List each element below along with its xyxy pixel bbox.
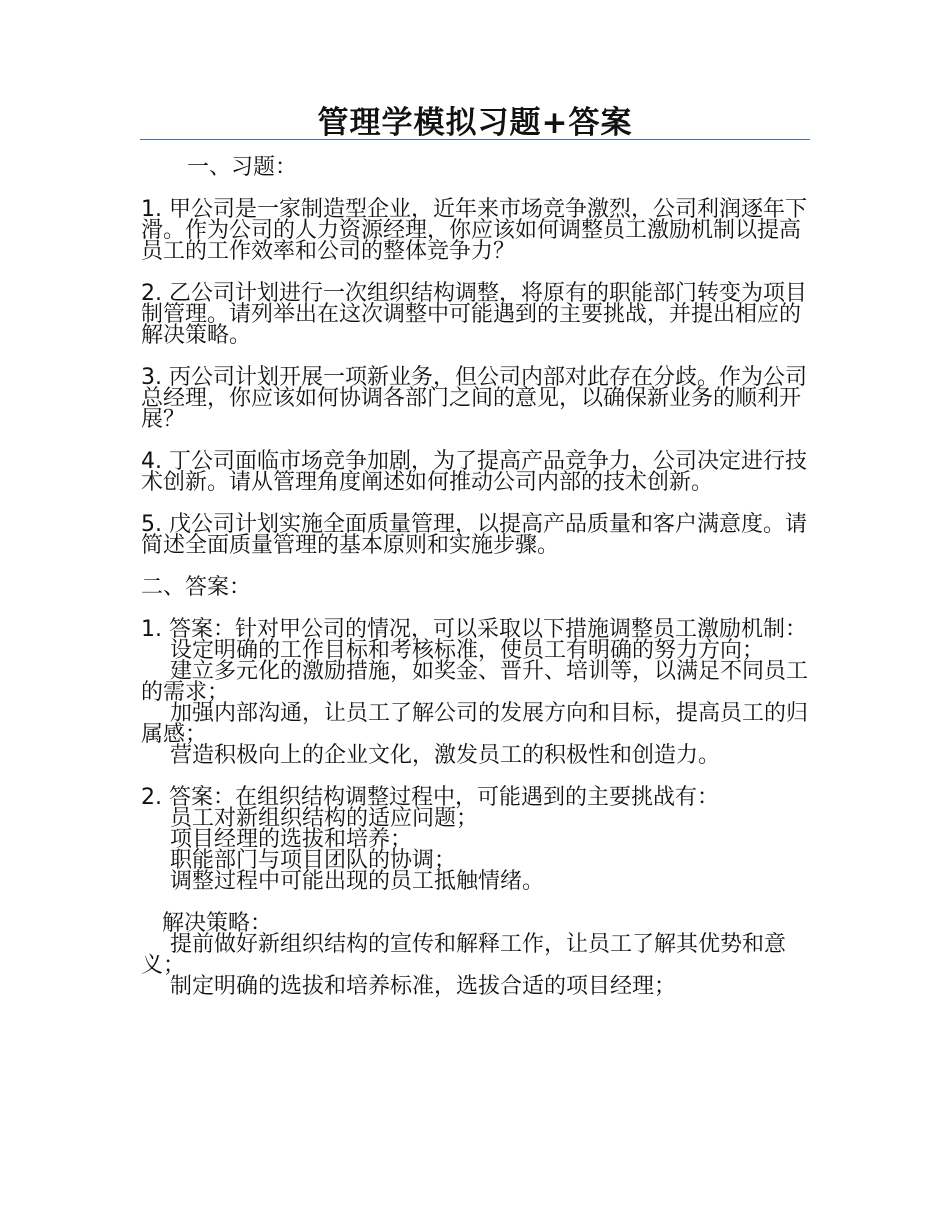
section-heading-answers: 二、答案： bbox=[141, 575, 252, 600]
answer-2-challenge-2: 项目经理的选拔和培养； bbox=[170, 827, 413, 852]
answer-2-intro: 2. 答案：在组织结构调整过程中，可能遇到的主要挑战有： bbox=[141, 785, 719, 810]
question-2: 2. 乙公司计划进行一次组织结构调整，将原有的职能部门转变为项目制管理。请列举出在这次调整中可能遇到的主要挑战，并提出相应的解决策略。 bbox=[141, 281, 807, 348]
document-body bbox=[141, 157, 813, 997]
answer-1-point-4: 营造积极向上的企业文化，激发员工的积极性和创造力。 bbox=[170, 743, 721, 768]
title-underline bbox=[140, 139, 810, 140]
question-4: 4. 丁公司面临市场竞争加剧，为了提高产品竞争力，公司决定进行技术创新。请从管理角度阐述如何推动公司内部的技术创新。 bbox=[141, 449, 807, 495]
question-1: 1. 甲公司是一家制造型企业，近年来市场竞争激烈，公司利润逐年下滑。作为公司的人力资源经理，你应该如何调整员工激励机制以提高员工的工作效率和公司的整体竞争力？ bbox=[141, 197, 807, 264]
answer-2-challenge-3: 职能部门与项目团队的协调； bbox=[170, 848, 457, 873]
answer-2-strategy-1: 提前做好新组织结构的宣传和解释工作，让员工了解其优势和意义； bbox=[141, 932, 787, 978]
document-title: 管理学模拟习题+答案 bbox=[317, 105, 633, 141]
answer-2-strategy-heading: 解决策略： bbox=[162, 911, 273, 936]
answer-1-point-3: 加强内部沟通，让员工了解公司的发展方向和目标，提高员工的归属感； bbox=[141, 701, 809, 747]
question-5: 5. 戊公司计划实施全面质量管理，以提高产品质量和客户满意度。请简述全面质量管理的基本原则和实施步骤。 bbox=[141, 512, 807, 558]
answer-1-intro: 1. 答案：针对甲公司的情况，可以采取以下措施调整员工激励机制： bbox=[141, 617, 807, 642]
question-3: 3. 丙公司计划开展一项新业务，但公司内部对此存在分歧。作为公司总经理，你应该如何协调各部门之间的意见，以确保新业务的顺利开展？ bbox=[141, 365, 807, 432]
section-heading-exercises: 一、习题： bbox=[187, 155, 298, 180]
answer-1-point-1: 设定明确的工作目标和考核标准，使员工有明确的努力方向； bbox=[170, 638, 765, 663]
answer-2-strategy-2: 制定明确的选拔和培养标准，选拔合适的项目经理； bbox=[170, 974, 677, 999]
answer-2-challenge-1: 员工对新组织结构的适应问题； bbox=[170, 806, 479, 831]
answer-2-challenge-4: 调整过程中可能出现的员工抵触情绪。 bbox=[170, 869, 545, 894]
answer-1-point-2: 建立多元化的激励措施，如奖金、晋升、培训等，以满足不同员工的需求； bbox=[141, 659, 809, 705]
